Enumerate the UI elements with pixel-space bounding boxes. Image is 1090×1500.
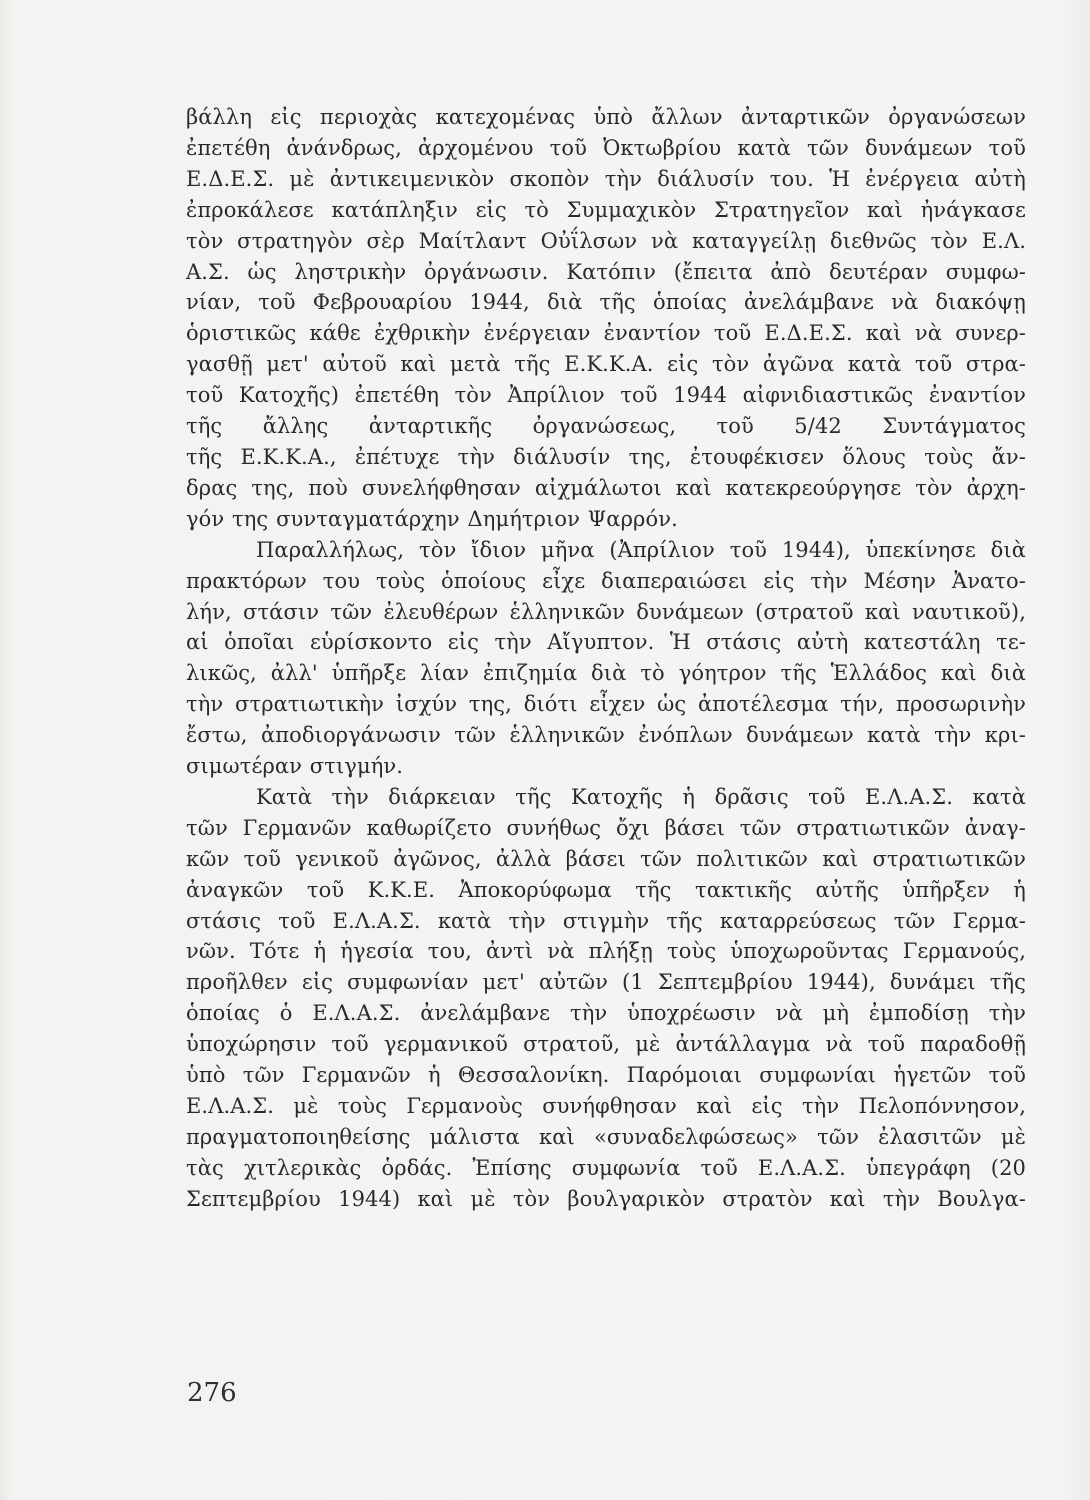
text-line: τὸν στρατηγὸν σὲρ Μαίτλαντ Οὐΐλσων νὰ καταγγείλῃ διεθνῶς τὸν Ε.Λ. [186,228,1026,253]
text-line: τῆς ἄλλης ἀνταρτικῆς ὀργανώσεως, τοῦ 5/42 Συντάγματος [186,414,1026,439]
text-block [186,102,1026,1215]
text-line: νίαν, τοῦ Φεβρουαρίου 1944, διὰ τῆς ὁποίας ἀνελάμβανε νὰ διακόψῃ [186,290,1026,315]
text-line: αἱ ὁποῖαι εὑρίσκοντο εἰς τὴν Αἴγυπτον. Ἡ στάσις αὐτὴ κατεστάλη τε- [186,630,1026,655]
text-line: τὴν στρατιωτικὴν ἰσχύν της, διότι εἶχεν ὡς ἀποτέλεσμα τήν, προσωρινὴν [186,692,1026,717]
text-line: τὰς χιτλερικὰς ὁρδάς. Ἐπίσης συμφωνία τοῦ Ε.Λ.Α.Σ. ὑπεγράφη (20 [186,1155,1026,1180]
text-line: λικῶς, ἀλλ' ὑπῆρξε λίαν ἐπιζημία διὰ τὸ γόητρον τῆς Ἑλλάδος καὶ διὰ [186,661,1026,686]
text-line: Α.Σ. ὡς ληστρικὴν ὀργάνωσιν. Κατόπιν (ἔπειτα ἀπὸ δευτέραν συμφω- [186,259,1026,284]
text-line: ὑπὸ τῶν Γερμανῶν ἡ Θεσσαλονίκη. Παρόμοιαι συμφωνίαι ἡγετῶν τοῦ [186,1063,1026,1088]
text-line: σιμωτέραν στιγμήν. [186,754,404,779]
paragraph-2 [186,535,1026,782]
text-line: νῶν. Τότε ἡ ἡγεσία του, ἀντὶ νὰ πλήξῃ τοὺς ὑποχωροῦντας Γερμανούς, [186,939,1026,964]
text-line: Παραλλήλως, τὸν ἴδιον μῆνα (Ἀπρίλιον τοῦ 1944), ὑπεκίνησε διὰ [256,537,1026,562]
text-line: Ε.Λ.Α.Σ. μὲ τοὺς Γερμανοὺς συνήφθησαν καὶ εἰς τὴν Πελοπόννησον, [186,1094,1026,1118]
text-line: Ε.Δ.Ε.Σ. μὲ ἀντικειμενικὸν σκοπὸν τὴν διάλυσίν του. Ἡ ἐνέργεια αὐτὴ [186,166,1026,191]
paragraph-3 [186,782,1026,1215]
text-line: τῆς Ε.Κ.Κ.Α., ἐπέτυχε τὴν διάλυσίν της, ἐτουφέκισεν ὅλους τοὺς ἄν- [186,444,1026,469]
text-line: γόν της συνταγματάρχην Δημήτριον Ψαρρόν. [186,506,678,531]
text-line: πρακτόρων του τοὺς ὁποίους εἶχε διαπεραιώσει εἰς τὴν Μέσην Ἀνατο- [186,568,1026,593]
text-line: προῆλθεν εἰς συμφωνίαν μετ' αὐτῶν (1 Σεπτεμβρίου 1944), δυνάμει τῆς [186,970,1026,995]
text-line: τοῦ Κατοχῆς) ἐπετέθη τὸν Ἀπρίλιον τοῦ 1944 αἰφνιδιαστικῶς ἐναντίον [186,383,1026,408]
text-line: τῶν Γερμανῶν καθωρίζετο συνήθως ὄχι βάσει τῶν στρατιωτικῶν ἀναγ- [186,815,1026,840]
text-line: ἔστω, ἀποδιοργάνωσιν τῶν ἑλληνικῶν ἐνόπλων δυνάμεων κατὰ τὴν κρι- [186,723,1026,748]
text-line: Κατὰ τὴν διάρκειαν τῆς Κατοχῆς ἡ δρᾶσις τοῦ Ε.Λ.Α.Σ. κατὰ [256,784,1026,809]
text-line: Σεπτεμβρίου 1944) καὶ μὲ τὸν βουλγαρικὸν στρατὸν καὶ τὴν Βουλγα- [186,1186,1026,1211]
text-line: δρας της, ποὺ συνελήφθησαν αἰχμάλωτοι καὶ κατεκρεούργησε τὸν ἀρχη- [186,475,1026,500]
text-line: λήν, στάσιν τῶν ἐλευθέρων ἑλληνικῶν δυνάμεων (στρατοῦ καὶ ναυτικοῦ), [186,599,1026,624]
text-line: στάσις τοῦ Ε.Λ.Α.Σ. κατὰ τὴν στιγμὴν τῆς καταρρεύσεως τῶν Γερμα- [186,908,1026,933]
text-line: ὑποχώρησιν τοῦ γερμανικοῦ στρατοῦ, μὲ ἀντάλλαγμα νὰ τοῦ παραδοθῇ [186,1032,1026,1057]
text-line: κῶν τοῦ γενικοῦ ἀγῶνος, ἀλλὰ βάσει τῶν πολιτικῶν καὶ στρατιωτικῶν [186,846,1026,871]
text-line: βάλλη εἰς περιοχὰς κατεχομένας ὑπὸ ἄλλων ἀνταρτικῶν ὀργανώσεων [186,105,1026,129]
text-line: ἀναγκῶν τοῦ Κ.Κ.Ε. Ἀποκορύφωμα τῆς τακτικῆς αὐτῆς ὑπῆρξεν ἡ [186,877,1026,902]
text-line: πραγματοποιηθείσης μάλιστα καὶ «συναδελφώσεως» τῶν ἐλασιτῶν μὲ [186,1124,1026,1149]
paragraph-1 [186,102,1026,535]
page-number: 276 [187,1378,237,1408]
text-line: ὁποίας ὁ Ε.Λ.Α.Σ. ἀνελάμβανε τὴν ὑποχρέωσιν νὰ μὴ ἐμποδίσῃ τὴν [186,1001,1026,1026]
text-line: γασθῇ μετ' αὐτοῦ καὶ μετὰ τῆς Ε.Κ.Κ.Α. εἰς τὸν ἀγῶνα κατὰ τοῦ στρα- [186,352,1026,377]
text-line: ἐπροκάλεσε κατάπληξιν εἰς τὸ Συμμαχικὸν Στρατηγεῖον καὶ ἠνάγκασε [186,197,1026,222]
text-line: ὁριστικῶς κάθε ἐχθρικὴν ἐνέργειαν ἐναντίον τοῦ Ε.Δ.Ε.Σ. καὶ νὰ συνερ- [186,321,1026,346]
text-line: ἐπετέθη ἀνάνδρως, ἀρχομένου τοῦ Ὀκτωβρίου κατὰ τῶν δυνάμεων τοῦ [186,135,1026,160]
